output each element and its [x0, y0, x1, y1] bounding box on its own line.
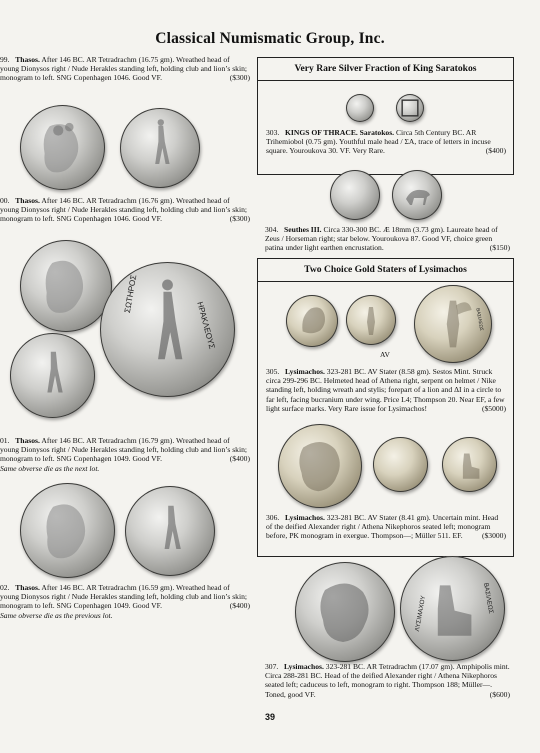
- lot-number: 307.: [265, 662, 279, 671]
- lot-description: After 146 BC. AR Tetradrachm (16.75 gm). Wreathed head of young Dionysos right / Nude Herakles standing left, holding club and lion’s skin; monogram to left. SNG Copenhagen 1046. Good VF.: [0, 55, 247, 83]
- divider: [258, 281, 513, 282]
- lot-306: [266, 513, 506, 541]
- coin-reverse-herakles: [125, 486, 215, 576]
- metal-label: AV: [380, 350, 390, 359]
- coin-reverse-herakles-small: [10, 333, 95, 418]
- lot-name: Lysimachos.: [285, 367, 325, 376]
- coin-reverse-nike: [346, 295, 396, 345]
- lot-number: 00.: [0, 196, 10, 205]
- coin-obverse-dionysos: [20, 483, 115, 578]
- lot-price: ($400): [229, 454, 250, 464]
- lot-307: [265, 662, 510, 699]
- lot-number: 99.: [0, 55, 10, 64]
- lot-305: [266, 367, 506, 413]
- lot-303: [266, 128, 506, 156]
- lot-description: 323-281 BC. AV Stater (8.41 gm). Uncertain mint. Head of the deified Alexander right / Athena Nikephoros seated left; monogram before, PK monogram in exergue. Thompson—; Müller 511. EF.: [266, 513, 499, 541]
- lot-description: 323-281 BC. AR Tetradrachm (17.07 gm). Amphipolis mint. Circa 288-281 BC. Head of the deified Alexander right / Athena Nikephoros seated left; caduceus to left, monogram to right. Thompson 188; Müller—. Toned, good VF.: [265, 662, 510, 699]
- lot-price: ($3000): [481, 531, 506, 541]
- lot-name: Thasos.: [15, 196, 40, 205]
- coin-obverse-dionysos: [20, 240, 112, 332]
- box-heading: Very Rare Silver Fraction of King Saratokos: [294, 63, 477, 74]
- lot-name: Lysimachos.: [284, 662, 324, 671]
- lot-description: After 146 BC. AR Tetradrachm (16.59 gm). Wreathed head of young Dionysos right / Nude Herakles standing left, holding club and lion’s skin; monogram to left. SNG Copenhagen 1049. Good VF.: [0, 583, 247, 611]
- lot-name: KINGS OF THRACE. Saratokos.: [285, 128, 395, 137]
- lot-number: 306.: [266, 513, 280, 522]
- coin-inscription: ΛΥΣΙΜΑΧΟΥ: [413, 595, 428, 632]
- lot-description: Circa 5th Century BC. AR Trihemiobol (0.75 gm). Youthful male head / ΣΑ, trace of letters in incuse square. Youroukova 30. VF. Very Rare.: [266, 128, 491, 156]
- lot-note: Same obverse die as the previous lot.: [0, 610, 113, 620]
- coin-reverse-herakles: [100, 262, 235, 397]
- lot-number: 02.: [0, 583, 10, 592]
- lot-price: ($600): [489, 689, 510, 699]
- lot-number: 303.: [266, 128, 280, 137]
- coin-reverse-nike-enlarged: [414, 285, 492, 363]
- feature-box-saratokos: [257, 57, 514, 175]
- coin-obverse-alexander: [278, 424, 362, 508]
- lot-300: [0, 196, 250, 224]
- lot-description: After 146 BC. AR Tetradrachm (16.76 gm). Wreathed head of young Dionysos right / Nude Herakles standing left, holding club and lion’s skin; monogram to left. SNG Copenhagen 1046. Good VF.: [0, 196, 247, 224]
- coin-reverse-athena-seated: [442, 437, 497, 492]
- page-title: Classical Numismatic Group, Inc.: [155, 30, 385, 47]
- lot-price: ($400): [485, 146, 506, 156]
- lot-number: 01.: [0, 436, 10, 445]
- coin-inscription: ΒΑΣΙΛΕΩΣ: [475, 307, 485, 332]
- lot-price: ($150): [489, 243, 510, 253]
- coin-obverse-alexander: [295, 562, 395, 662]
- lot-number: 304.: [265, 225, 279, 234]
- page-number: 39: [264, 712, 275, 722]
- lot-price: ($300): [229, 214, 250, 224]
- lot-name: Seuthes III.: [284, 225, 322, 234]
- lot-description: After 146 BC. AR Tetradrachm (16.79 gm). Wreathed head of young Dionysos right / Nude Herakles standing left, holding club and lion’s skin; monogram to left. SNG Copenhagen 1049. Good VF.: [0, 436, 247, 464]
- lot-name: Thasos.: [15, 55, 40, 64]
- coin-obverse-dionysos: [20, 105, 105, 190]
- lot-note: Same obverse die as the next lot.: [0, 463, 100, 473]
- coin-obverse-athena: [286, 295, 338, 347]
- coin-reverse-herakles: [120, 108, 200, 188]
- lot-name: Lysimachos.: [285, 513, 325, 522]
- coin-inscription: ΗΡΑΚΛΕΟΥΣ: [195, 300, 217, 351]
- coin-reverse-athena-seated: [400, 556, 505, 661]
- divider: [258, 80, 513, 81]
- box-heading: Two Choice Gold Staters of Lysimachos: [304, 264, 467, 275]
- lot-299: [0, 55, 250, 83]
- coin-reverse-incuse-square: [396, 94, 424, 122]
- lot-304: [265, 225, 510, 253]
- lot-description: Circa 330-300 BC. Æ 18mm (3.73 gm). Laureate head of Zeus / Horseman right; star below. Youroukova 87. Good VF, choice green patina under light earthen encrustation.: [265, 225, 498, 253]
- lot-number: 305.: [266, 367, 280, 376]
- coin-inscription: ΣΩΤΗΡΟΣ: [122, 274, 139, 314]
- lot-price: ($300): [229, 73, 250, 83]
- lot-price: ($400): [229, 601, 250, 611]
- lot-302: [0, 583, 250, 620]
- lot-301: [0, 436, 250, 473]
- coin-reverse-horseman: [392, 170, 442, 220]
- coin-inscription: ΒΑΣΙΛΕΩΣ: [482, 582, 495, 615]
- lot-name: Thasos.: [15, 436, 40, 445]
- lot-price: ($5000): [481, 403, 506, 413]
- feature-box-lysimachos: [257, 258, 514, 557]
- lot-name: Thasos.: [15, 583, 40, 592]
- coin-obverse-zeus: [330, 170, 380, 220]
- lot-description: 323-281 BC. AV Stater (8.58 gm). Sestos Mint. Struck circa 299-296 BC. Helmeted head of Athena right, serpent on helmet / Nike standing left, holding wreath and stylis; forepart of a lion and ΔΙ in a circle to far left, facing bucranium under wing. Price L4; Thompson 20. Near EF, a few light surface marks. Very Rare issue for Lysimachos!: [266, 367, 505, 413]
- coin-obverse-alexander-small: [373, 437, 428, 492]
- coin-obverse-male-head: [346, 94, 374, 122]
